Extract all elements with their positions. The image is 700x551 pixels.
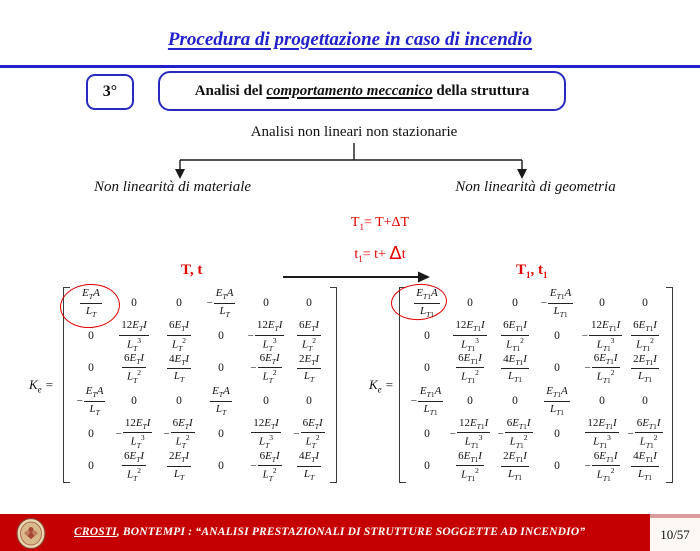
tree-connector-lines (180, 143, 522, 170)
analysis-type-label: Analisi non lineari non stazionarie (250, 124, 458, 140)
matrix-cell: − $\frac{6E_{T1}I}{L_{T1}^2}$ (627, 416, 661, 451)
matrix-cell: − $\frac{E_TA}{L_T}$ (206, 287, 234, 319)
matrix-cell: $\frac{2E_TI}{L_T}$ (298, 352, 320, 385)
arrowhead-right-icon (517, 169, 527, 179)
matrix-zero: 0 (554, 362, 560, 375)
matrix-cell: $\frac{12E_TI}{L_T^3}$ (253, 416, 279, 451)
matrix-zero: 0 (131, 395, 137, 408)
matrix-zero: 0 (512, 395, 518, 408)
matrix-cell: $\frac{4E_{T1}I}{L_{T1}}$ (633, 450, 657, 482)
matrix-cell: − $\frac{12E_{T1}I}{L_{T1}^3}$ (581, 319, 621, 353)
page-number-box (650, 514, 700, 551)
state-label-incremented: $T_1$, $t_1$ (516, 262, 548, 280)
step-number: 3° (102, 83, 118, 100)
matrix-zero: 0 (88, 329, 94, 342)
matrix-cell: $\frac{E_{T1}A}{L_{T1}}$ (416, 287, 438, 319)
matrix-cell: $\frac{E_{T1}A}{L_{T1}}$ (546, 385, 568, 417)
matrix-zero: 0 (176, 395, 182, 408)
matrix-cell: − $\frac{6E_TI}{L_T^2}$ (250, 449, 280, 483)
matrix-zero: 0 (642, 297, 648, 310)
bracket-right-icon (666, 287, 673, 483)
bracket-right-icon (330, 287, 337, 483)
matrix-zero: 0 (554, 329, 560, 342)
matrix-cell: − $\frac{12E_{T1}I}{L_{T1}^3}$ (449, 416, 489, 451)
matrix-cell: − $\frac{E_{T1}A}{L_{T1}}$ (540, 287, 572, 319)
time-increment-equation: $t_1= t+ \Delta t$ (354, 243, 406, 264)
matrix-cell: − $\frac{6E_TI}{L_T^2}$ (163, 416, 193, 451)
matrix-zero: 0 (554, 427, 560, 440)
matrix-cell: $\frac{4E_TI}{L_T}$ (168, 352, 190, 385)
step-title: Analisi del comportamento meccanico della struttura (194, 82, 530, 99)
matrix-zero: 0 (131, 297, 137, 310)
branch-material-label: Non linearità di materiale (93, 179, 252, 195)
matrix-cell: − $\frac{6E_{T1}I}{L_{T1}^2}$ (584, 351, 618, 385)
matrix-zero: 0 (218, 460, 224, 473)
matrix-zero: 0 (306, 395, 312, 408)
footer-reference: CROSTI, BONTEMPI : “ANALISI PRESTAZIONALI DI STRUTTURE SOGGETTE AD INCENDIO” (74, 526, 586, 538)
matrix-cell: $\frac{E_TA}{L_T}$ (212, 385, 230, 417)
temperature-increment-equation: $T_1= T+\Delta T$ (350, 215, 410, 232)
state-label-initial: T, t (181, 262, 203, 278)
matrix-zero: 0 (88, 427, 94, 440)
matrix-cell: $\frac{6E_{T1}I}{L_{T1}^2}$ (458, 449, 482, 483)
step-title-emphasis: comportamento meccanico (266, 82, 433, 99)
matrix-zero: 0 (424, 329, 430, 342)
matrix-cell: − $\frac{12E_TI}{L_T^3}$ (115, 416, 151, 451)
matrix-zero: 0 (424, 427, 430, 440)
matrix-cell: $\frac{6E_TI}{L_T^2}$ (123, 351, 145, 385)
matrix-zero: 0 (642, 395, 648, 408)
matrix-zero: 0 (88, 362, 94, 375)
matrix-cell: − $\frac{E_TA}{L_T}$ (76, 385, 104, 417)
matrix-cell: $\frac{6E_TI}{L_T^2}$ (298, 319, 320, 353)
stiffness-symbol-right: $K_e$ = (369, 377, 394, 395)
matrix-cell: − $\frac{6E_TI}{L_T^2}$ (293, 416, 323, 451)
matrix-cell: $\frac{2E_TI}{L_T}$ (168, 450, 190, 482)
matrix-cell: $\frac{12E_TI}{L_T^3}$ (121, 319, 147, 353)
matrix-zero: 0 (88, 460, 94, 473)
matrix-zero: 0 (306, 297, 312, 310)
transition-arrowhead-icon (418, 272, 430, 283)
page-number: 10/57 (660, 526, 690, 542)
step-title-box (158, 71, 566, 111)
arrowhead-left-icon (175, 169, 185, 179)
slide-title: Procedura di progettazione in caso di incendio (167, 29, 533, 50)
matrix-grid-incremented (408, 287, 664, 483)
matrix-cell: $\frac{4E_TI}{L_T}$ (298, 450, 320, 482)
stiffness-symbol-left: $K_e$ = (29, 377, 54, 395)
matrix-cell: $\frac{6E_{T1}I}{L_{T1}^2}$ (503, 319, 527, 353)
matrix-cell: $\frac{E_TA}{L_T}$ (82, 287, 100, 319)
delta-symbol: Δ (389, 243, 402, 264)
header-divider (0, 65, 700, 68)
matrix-cell: $\frac{2E_{T1}I}{L_{T1}}$ (503, 450, 527, 482)
matrix-zero: 0 (424, 460, 430, 473)
matrix-cell: $\frac{6E_TI}{L_T^2}$ (168, 319, 190, 353)
matrix-zero: 0 (263, 395, 269, 408)
matrix-zero: 0 (218, 362, 224, 375)
university-seal-logo (16, 518, 46, 549)
matrix-cell: $\frac{4E_{T1}I}{L_{T1}}$ (503, 352, 527, 385)
branch-geometry-label: Non linearità di geometria (455, 179, 616, 195)
matrix-cell: $\frac{6E_TI}{L_T^2}$ (123, 449, 145, 483)
footer-author: CROSTI (74, 526, 117, 538)
matrix-zero: 0 (467, 395, 473, 408)
matrix-cell: $\frac{12E_{T1}I}{L_{T1}^3}$ (455, 319, 485, 353)
matrix-cell: − $\frac{6E_TI}{L_T^2}$ (250, 351, 280, 385)
matrix-zero: 0 (218, 329, 224, 342)
matrix-cell: − $\frac{6E_{T1}I}{L_{T1}^2}$ (497, 416, 531, 451)
matrix-zero: 0 (263, 297, 269, 310)
matrix-zero: 0 (599, 297, 605, 310)
matrix-zero: 0 (218, 427, 224, 440)
matrix-cell: $\frac{2E_{T1}I}{L_{T1}}$ (633, 352, 657, 385)
step-number-box (86, 74, 134, 110)
matrix-cell: $\frac{12E_{T1}I}{L_{T1}^3}$ (587, 416, 617, 451)
matrix-zero: 0 (554, 460, 560, 473)
matrix-zero: 0 (512, 297, 518, 310)
matrix-zero: 0 (176, 297, 182, 310)
matrix-zero: 0 (467, 297, 473, 310)
matrix-cell: $\frac{6E_{T1}I}{L_{T1}^2}$ (458, 351, 482, 385)
matrix-zero: 0 (424, 362, 430, 375)
matrix-cell: − $\frac{E_{T1}A}{L_{T1}}$ (410, 385, 442, 417)
matrix-cell: − $\frac{12E_TI}{L_T^3}$ (247, 319, 283, 353)
stiffness-matrix-incremented (399, 287, 673, 483)
matrix-cell: − $\frac{6E_{T1}I}{L_{T1}^2}$ (584, 449, 618, 483)
matrix-cell: $\frac{6E_{T1}I}{L_{T1}^2}$ (633, 319, 657, 353)
matrix-zero: 0 (599, 395, 605, 408)
